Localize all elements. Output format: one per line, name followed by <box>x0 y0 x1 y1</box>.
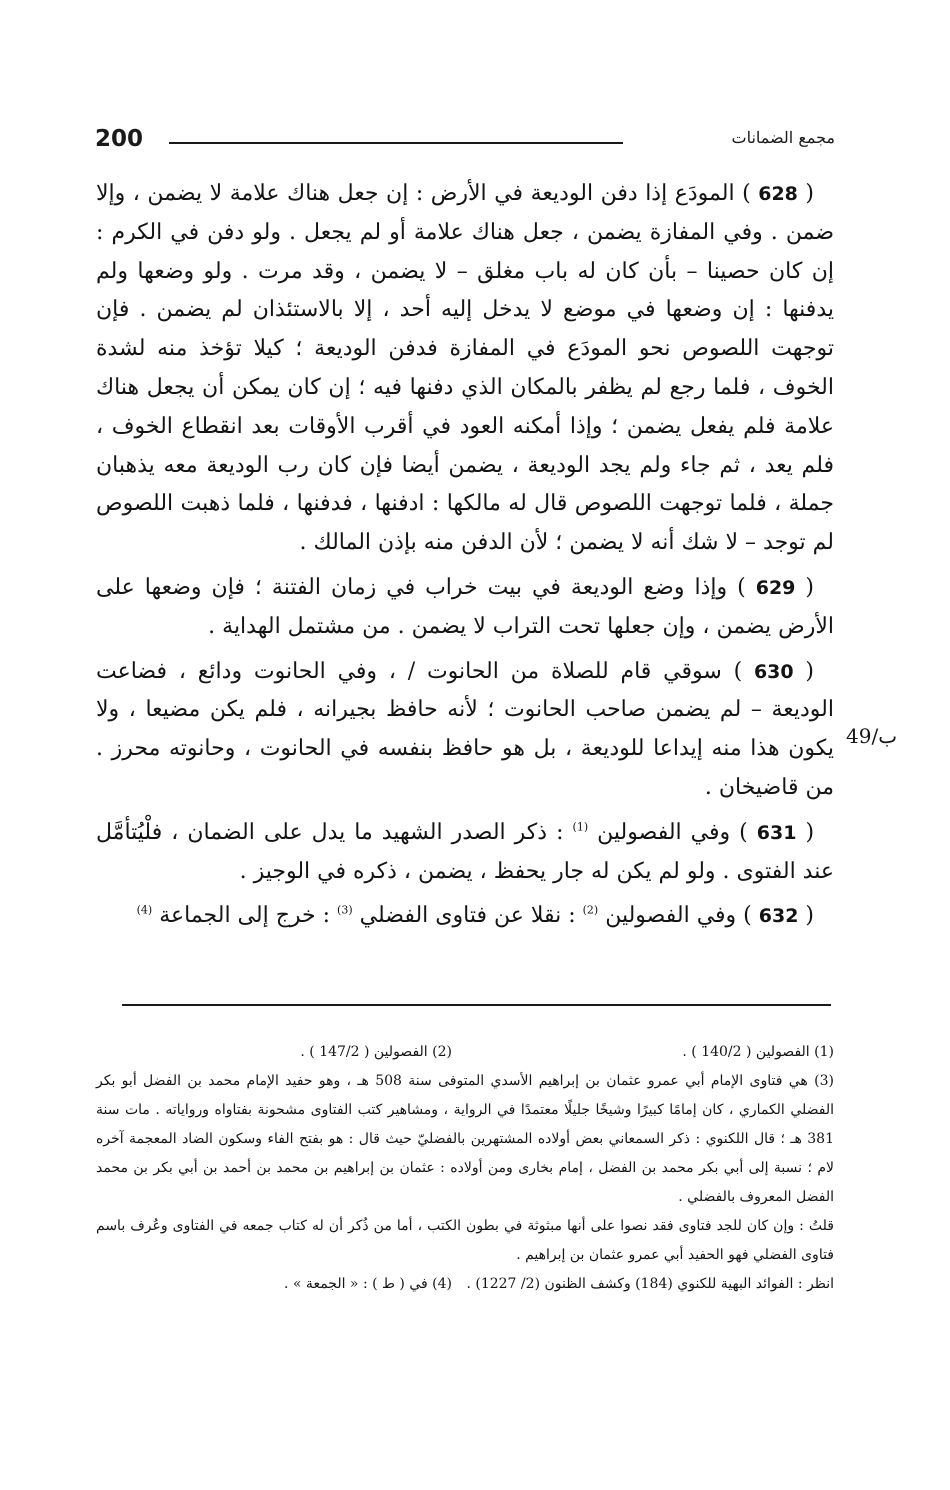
entry-number: 628 <box>758 183 798 205</box>
footnote-ref: (1) <box>572 820 589 834</box>
page-number: 200 <box>95 126 144 152</box>
paragraph-631: ( 631 ) وفي الفصولين $^{(1)}$ : ذكر الصدر الشهيد ما يدل على الضمان ، فلْيُتأمَّل عند الفتوى . ولو لم يكن له جار يحفظ ، يضمن ، ذكره في الوجيز . <box>96 819 834 884</box>
footnote-ref: (3) <box>337 904 353 918</box>
paragraph-text: سوقي قام للصلاة من الحانوت / ، وفي الحانوت ودائع ، فضاعت الوديعة – لم يضمن صاحب الحانوت ؛ لأنه حافظ بجيرانه ، فلم يكن مضيعا ، ولا يكون هذا منه إيداعا للوديعة ، بل هو حافظ بنفسه في الحانوت ، وحانوته محرز . من قاضيخان . <box>96 658 834 800</box>
paragraph-lead: وفي الفصولين <box>605 903 737 929</box>
paragraph-text: المودَع إذا دفن الوديعة في الأرض : إن جعل هناك علامة لا يضمن ، وإلا ضمن . وفي المفازة يضمن ، جعل هناك علامة أو لم يجعل . ولو دفن في الكرم : إن كان حصينا – بأن كان له باب مغلق – لا يضمن ، وقد مرت . ولو وضعها ولم يدفنها : إن وضعها في موضع لا يدخل إليه أحد ، إلا بالاستئذان لم يضمن . فإن توجهت اللصوص نحو المودَع في المفازة فدفن الوديعة ؛ كيلا تؤخذ منه لشدة الخوف ، فلما رجع لم يظفر بالمكان الذي دفنها فيه ؛ إن كان يمكن أن يجعل هناك علامة فلم يفعل يضمن ؛ وإذا أمكنه العود في أقرب الأوقات بعد انقطاع الخوف ، فلم يعد ، ثم جاء ولم يجد الوديعة ، يضمن أيضا فإن كان رب الوديعة معه يذهبان جملة ، فلما توجهت اللصوص قال له مالكها : ادفنها ، فدفنها ، فلما ذهبت اللصوص لم توجد – لا شك أنه لا يضمن ؛ لأن الدفن منه بإذن المالك . <box>96 181 835 556</box>
footnote-2: (2) الفصولين ( 147/2 ) . <box>300 1044 452 1060</box>
footnote-row <box>96 1270 834 1299</box>
entry-number: 631 <box>756 821 797 844</box>
footnote-4: (4) في ( ط ) : « الجمعة » . <box>284 1276 452 1292</box>
paragraph-text: : خرج إلى الجماعة <box>159 903 331 929</box>
footnote-3: (3) هي فتاوى الإمام أبي عمرو عثمان بن إبراهيم الأسدي المتوفى سنة 508 هـ ، وهو حفيد الإمام محمد بن الفضل أبو بكر الفضلي الكماري ، كان إمامًا كبيرًا وشيخًا جليلًا معتمدًا في الرواية ، ومشاهير كتب الفتاوى مشحونة بفتاواه ورواياته . مات سنة 381 هـ ؛ قال اللكنوي : ذكر السمعاني بعض أولاده المشتهرين بالفضليّ حيث قال : هو بفتح الفاء وسكون الضاد المعجمة آخره لام ؛ نسبة إلى أبي بكر محمد بن الفضل ، إمام بخارى ومن أولاده : عثمان بن إبراهيم بن محمد بن أحمد بن أبي بكر بن محمد الفضل المعروف بالفضلي . <box>96 1073 834 1205</box>
footnote-ref: (2) <box>582 904 599 918</box>
paragraph-mid: : نقلا عن فتاوى الفضلي <box>359 903 576 929</box>
footnote-ref: (4) <box>136 904 153 918</box>
paragraph-lead: وفي الفصولين <box>597 819 731 845</box>
footnote-separator <box>122 1004 831 1006</box>
footnote-1: (1) الفصولين ( 140/2 ) . <box>682 1044 834 1060</box>
footnote-3-sources: انظر : الفوائد البهية للكنوي (184) وكشف الظنون (2/ 1227) . <box>466 1276 834 1292</box>
footnote-3-note: قلتُ : وإن كان للجد فتاوى فقد نصوا على أنها مبثوثة في بطون الكتب ، أما من ذُكر أن له كتاب جمعه في الفتاوى وعُرف باسم فتاوى الفضلي فهو الحفيد أبي عمرو عثمان بن إبراهيم . <box>96 1218 834 1263</box>
header-rule <box>169 142 623 144</box>
entry-number: 629 <box>755 576 796 599</box>
footnotes <box>96 1038 834 1299</box>
running-header <box>95 126 835 162</box>
footnote-row <box>96 1038 834 1067</box>
entry-number: 630 <box>753 660 794 683</box>
paragraph-text: وإذا وضع الوديعة في بيت خراب في زمان الفتنة ؛ فإن وضعها على الأرض يضمن ، وإن جعلها تحت التراب لا يضمن . من مشتمل الهداية . <box>96 574 834 639</box>
paragraph-630: ( 630 ) سوقي قام للصلاة من الحانوت / ، وفي الحانوت ودائع ، فضاعت الوديعة – لم يضمن صاحب الحانوت ؛ لأنه حافظ بجيرانه ، فلم يكن مضيعا ، ولا يكون هذا منه إيداعا للوديعة ، بل هو حافظ بنفسه في الحانوت ، وحانوته محرز . من قاضيخان . <box>96 658 834 800</box>
paragraph-628: ( 628 ) المودَع إذا دفن الوديعة في الأرض : إن جعل هناك علامة لا يضمن ، وإلا ضمن . وفي المفازة يضمن ، جعل هناك علامة أو لم يجعل . ولو دفن في الكرم : إن كان حصينا – بأن كان له باب مغلق – لا يضمن ، وقد مرت . ولو وضعها ولم يدفنها : إن وضعها في موضع لا يدخل إليه أحد ، إلا بالاستئذان لم يضمن . فإن توجهت اللصوص نحو المودَع في المفازة فدفن الوديعة ؛ كيلا تؤخذ منه لشدة الخوف ، فلما رجع لم يظفر بالمكان الذي دفنها فيه ؛ إن كان يمكن أن يجعل هناك علامة فلم يفعل يضمن ؛ وإذا أمكنه العود في أقرب الأوقات بعد انقطاع الخوف ، فلم يعد ، ثم جاء ولم يجد الوديعة ، يضمن أيضا فإن كان رب الوديعة معه يذهبان جملة ، فلما توجهت اللصوص قال له مالكها : ادفنها ، فدفنها ، فلما ذهبت اللصوص لم توجد – لا شك أنه لا يضمن ؛ لأن الدفن منه بإذن المالك . <box>96 181 835 556</box>
book-title: مجمع الضمانات <box>731 128 835 147</box>
paragraph-629: ( 629 ) وإذا وضع الوديعة في بيت خراب في زمان الفتنة ؛ فإن وضعها على الأرض يضمن ، وإن جعلها تحت التراب لا يضمن . من مشتمل الهداية . <box>96 574 834 639</box>
entry-number: 632 <box>758 905 799 928</box>
main-text <box>96 175 834 942</box>
paragraph-text: : ذكر الصدر الشهيد ما يدل على الضمان ، فلْيُتأمَّل عند الفتوى . ولو لم يكن له جار يحفظ ، يضمن ، ذكره في الوجيز . <box>96 819 834 884</box>
paragraph-632: ( 632 ) وفي الفصولين $^{(2)}$ : نقلا عن فتاوى الفضلي $^{(3)}$ : خرج إلى الجماعة $^{(4)}$ <box>136 903 814 929</box>
manuscript-folio-note: 49/ب <box>846 724 898 748</box>
